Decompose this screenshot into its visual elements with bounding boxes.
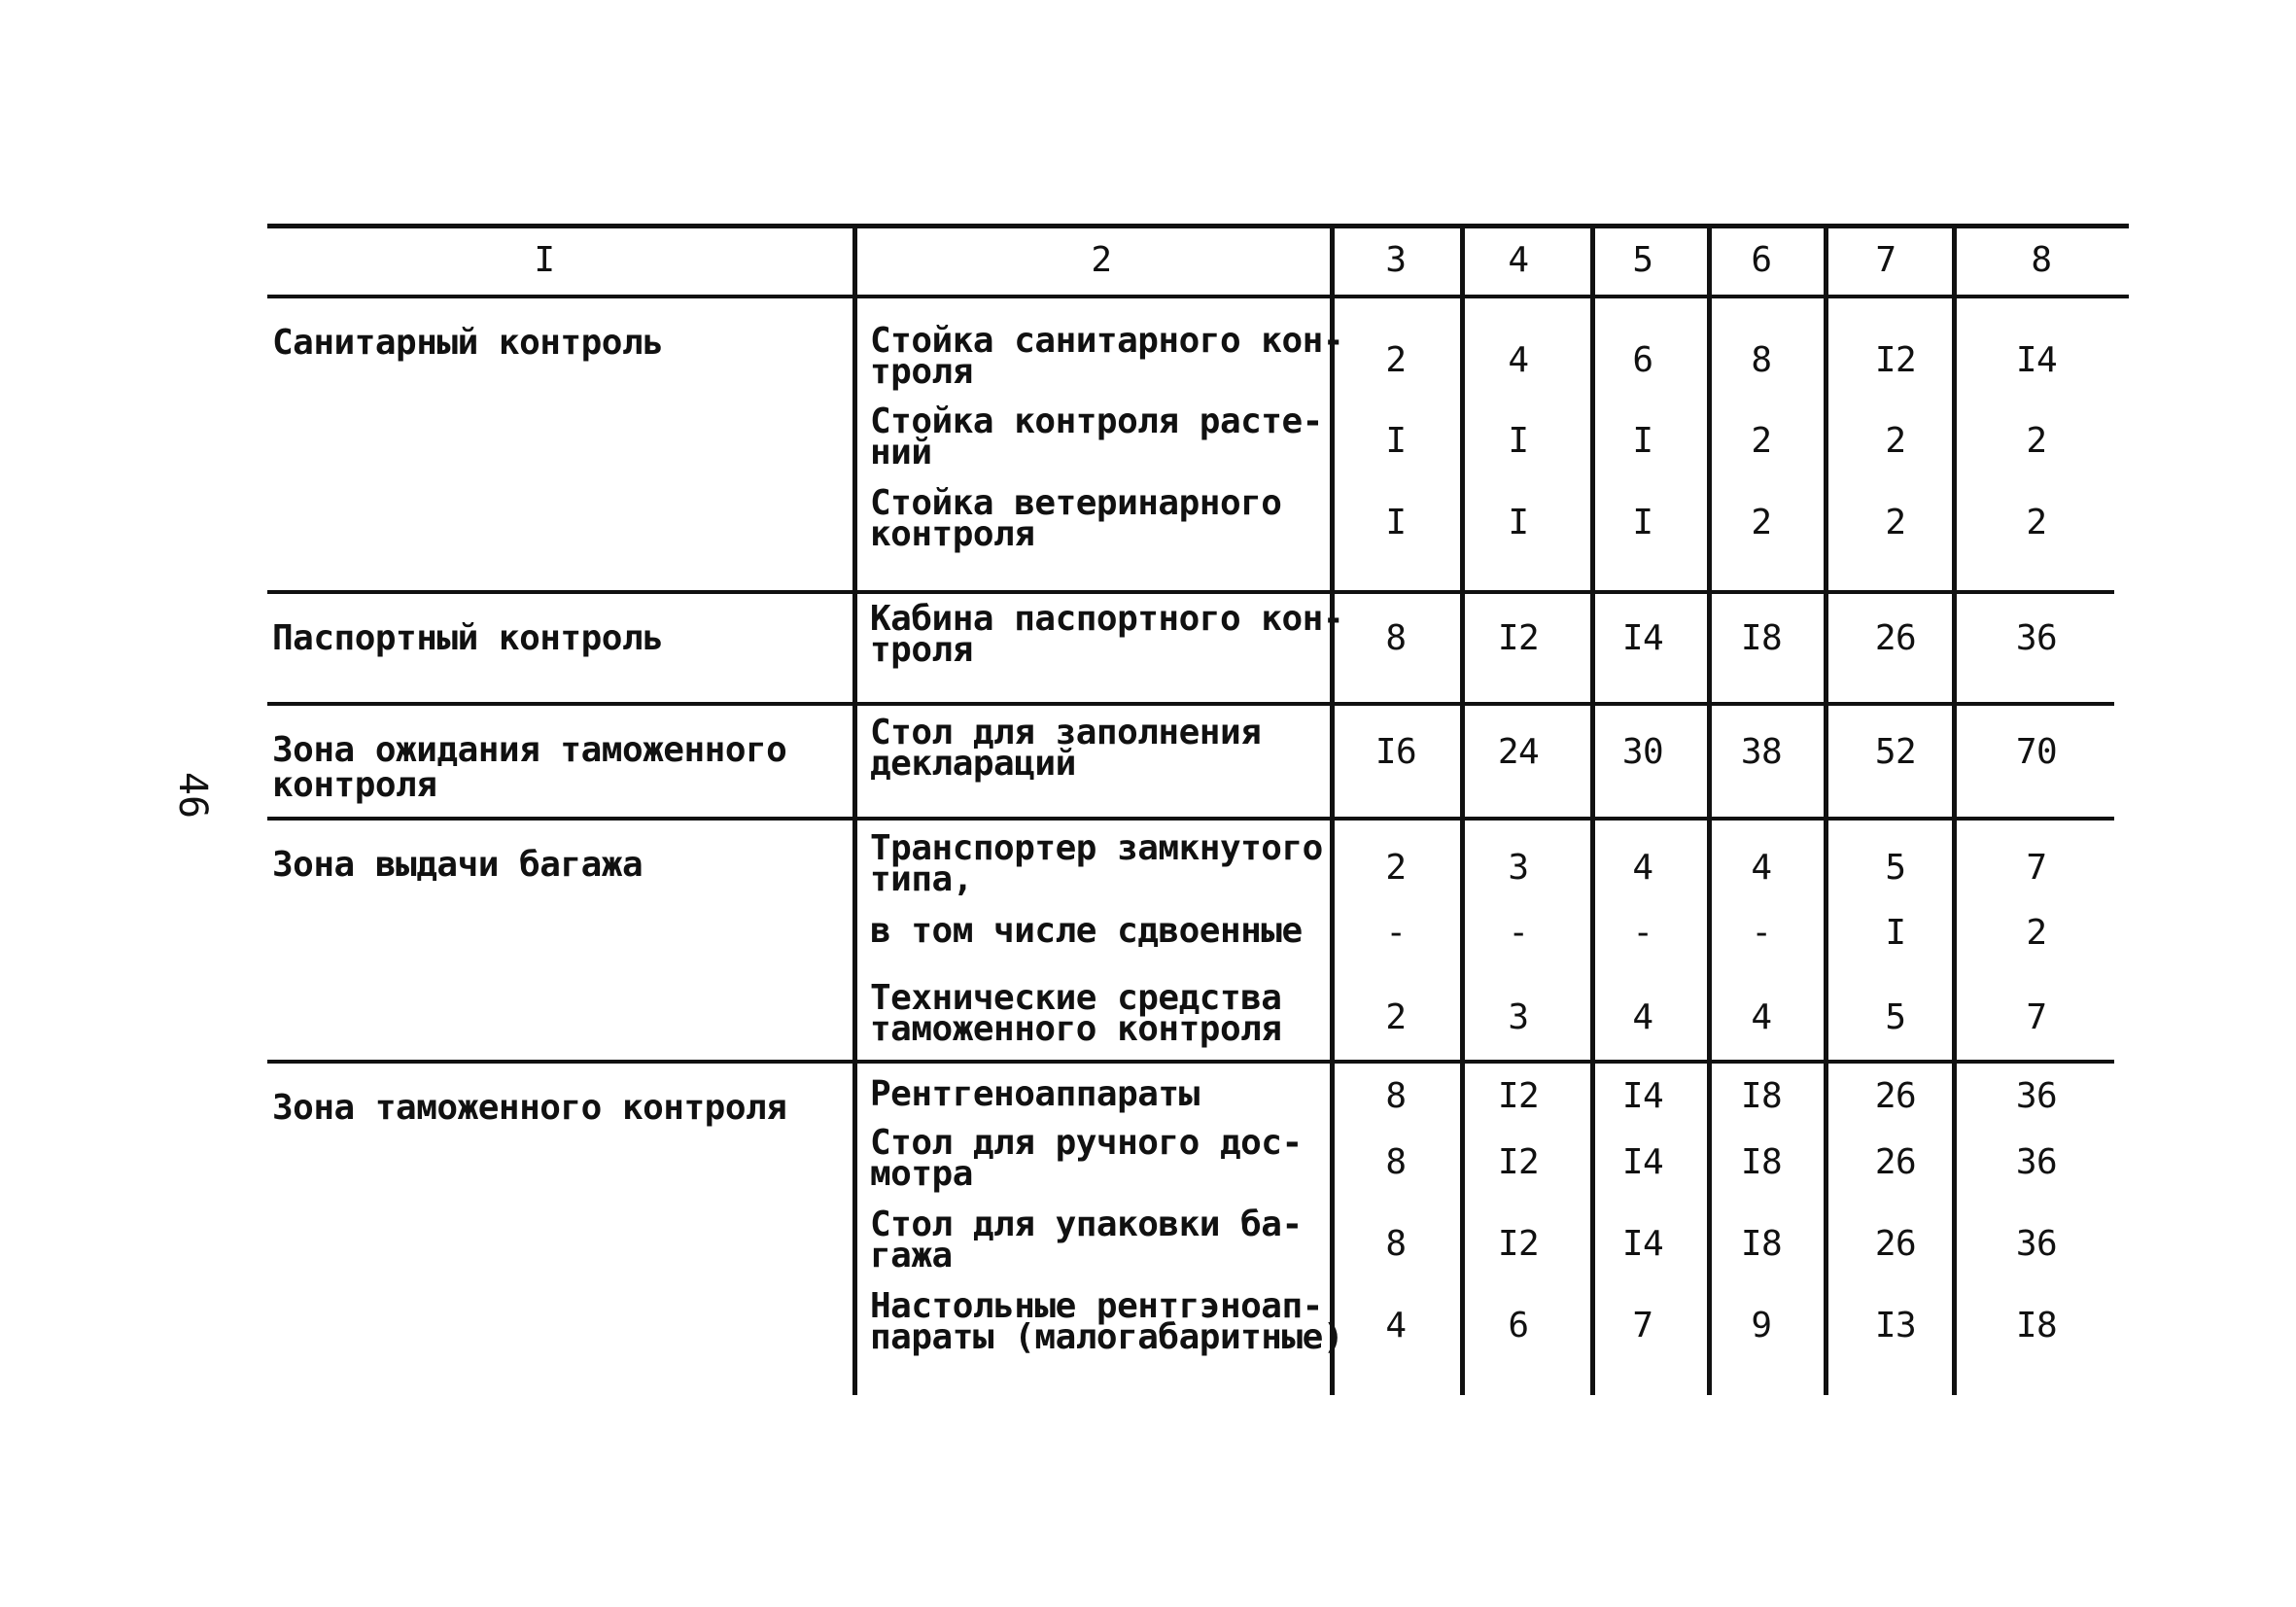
value-cell: I [1508,503,1529,542]
group-rule [267,817,2114,821]
zone-label: Паспортный контроль [272,618,664,658]
value-cell: 52 [1874,732,1917,772]
item-label: Кабина паспортного кон- троля [870,599,1343,670]
value-cell: 70 [2015,732,2058,772]
value-cell: 7 [2026,848,2047,888]
value-cell: I2 [1497,1076,1540,1116]
value-cell: 2 [1751,421,1772,461]
column-rule [1824,224,1828,1395]
value-cell: 5 [1885,997,1906,1037]
value-cell: 2 [2026,503,2047,542]
value-cell: 36 [2015,1224,2058,1264]
value-cell: 9 [1751,1306,1772,1345]
item-label: в том числе сдвоенные [870,911,1303,951]
value-cell: - [1385,913,1407,953]
value-cell: I8 [2015,1306,2058,1345]
group-rule [267,590,2114,594]
value-cell: I [1385,503,1407,542]
column-rule [1707,224,1712,1395]
value-cell: 26 [1874,1076,1917,1116]
value-cell: I [1385,421,1407,461]
value-cell: I [1508,421,1529,461]
item-label: Технические средства таможенного контроля [870,978,1282,1049]
value-cell: 5 [1885,848,1906,888]
value-cell: 24 [1497,732,1540,772]
value-cell: 26 [1874,1142,1917,1182]
item-label: Стол для упаковки ба- гажа [870,1205,1303,1275]
value-cell: 8 [1385,1224,1407,1264]
page-number: 46 [170,771,215,820]
header-cell: 7 [1875,240,1896,280]
table-top-rule [267,224,2129,228]
value-cell: 6 [1508,1306,1529,1345]
value-cell: 4 [1751,848,1772,888]
item-label: Стол для заполнения деклараций [870,713,1262,784]
value-cell: I8 [1740,1224,1783,1264]
item-label: Стол для ручного дос- мотра [870,1123,1303,1194]
value-cell: I3 [1874,1306,1917,1345]
column-rule [852,224,857,1395]
column-rule [1952,224,1957,1395]
value-cell: I4 [1621,1224,1664,1264]
value-cell: 4 [1385,1306,1407,1345]
value-cell: I4 [2015,340,2058,380]
column-rule [1590,224,1595,1395]
value-cell: 30 [1621,732,1664,772]
value-cell: I [1632,503,1653,542]
header-cell: 5 [1632,240,1653,280]
value-cell: 26 [1874,1224,1917,1264]
value-cell: I2 [1874,340,1917,380]
group-rule [267,702,2114,706]
header-cell: I [534,240,555,280]
item-label: Стойка контроля расте- ний [870,402,1323,472]
value-cell: I2 [1497,618,1540,658]
value-cell: I6 [1374,732,1417,772]
item-label: Транспортер замкнутого типа, [870,828,1323,899]
header-cell: 4 [1508,240,1529,280]
value-cell: 8 [1385,1142,1407,1182]
value-cell: I [1885,913,1906,953]
zone-label: Зона ожидания таможенного контроля [272,730,787,805]
value-cell: 2 [2026,913,2047,953]
value-cell: 4 [1508,340,1529,380]
value-cell: 7 [1632,1306,1653,1345]
value-cell: I8 [1740,618,1783,658]
item-label: Настольные рентгэноап- параты (малогабаритные) [870,1286,1343,1357]
value-cell: 2 [1385,340,1407,380]
value-cell: 6 [1632,340,1653,380]
group-rule [267,1060,2114,1064]
value-cell: 8 [1751,340,1772,380]
value-cell: 3 [1508,848,1529,888]
value-cell: I8 [1740,1142,1783,1182]
zone-label: Зона таможенного контроля [272,1088,787,1128]
value-cell: - [1632,913,1653,953]
value-cell: 2 [2026,421,2047,461]
value-cell: - [1508,913,1529,953]
value-cell: 2 [1385,997,1407,1037]
header-cell: 3 [1385,240,1407,280]
value-cell: I [1632,421,1653,461]
zone-label: Санитарный контроль [272,323,664,363]
value-cell: - [1751,913,1772,953]
value-cell: 2 [1385,848,1407,888]
header-cell: 2 [1091,240,1112,280]
value-cell: I2 [1497,1142,1540,1182]
value-cell: 3 [1508,997,1529,1037]
value-cell: 4 [1751,997,1772,1037]
value-cell: 7 [2026,997,2047,1037]
value-cell: 4 [1632,997,1653,1037]
value-cell: 36 [2015,1076,2058,1116]
column-rule [1330,224,1335,1395]
value-cell: I4 [1621,618,1664,658]
column-rule [1460,224,1465,1395]
value-cell: 36 [2015,618,2058,658]
header-cell: 6 [1751,240,1772,280]
value-cell: 8 [1385,618,1407,658]
value-cell: I2 [1497,1224,1540,1264]
value-cell: 2 [1885,503,1906,542]
header-rule [267,295,2129,298]
item-label: Рентгеноаппараты [870,1074,1200,1114]
value-cell: 36 [2015,1142,2058,1182]
value-cell: I8 [1740,1076,1783,1116]
value-cell: 2 [1885,421,1906,461]
value-cell: 38 [1740,732,1783,772]
value-cell: 8 [1385,1076,1407,1116]
value-cell: 2 [1751,503,1772,542]
zone-label: Зона выдачи багажа [272,845,644,885]
value-cell: I4 [1621,1142,1664,1182]
item-label: Стойка санитарного кон- троля [870,321,1343,392]
item-label: Стойка ветеринарного контроля [870,483,1282,554]
header-cell: 8 [2031,240,2052,280]
value-cell: I4 [1621,1076,1664,1116]
value-cell: 4 [1632,848,1653,888]
value-cell: 26 [1874,618,1917,658]
